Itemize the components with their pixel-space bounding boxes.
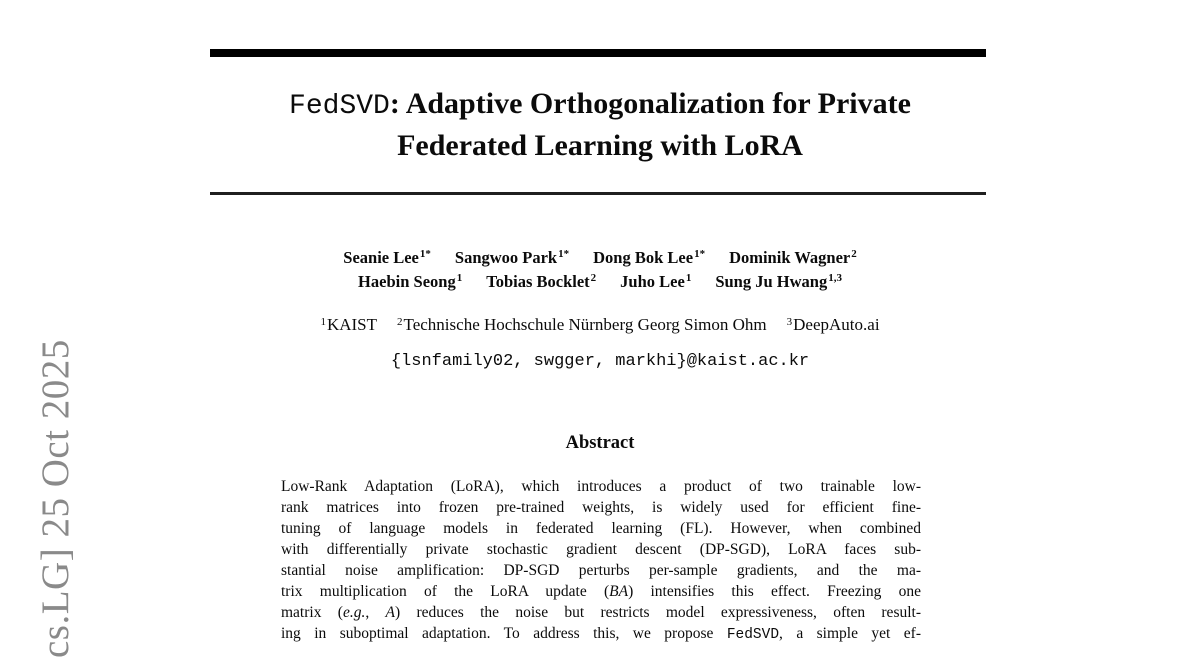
abstract-line (281, 560, 921, 581)
author (593, 248, 705, 267)
abstract-text-segment: e.g. (342, 604, 366, 621)
author (729, 248, 857, 267)
abstract-text-segment: , a simple yet ef- (779, 625, 921, 642)
abstract-text-segment: matrix ( (281, 604, 343, 621)
abstract-text-segment: A (385, 604, 395, 621)
author-row-1 (0, 247, 1200, 271)
paper-title-line1-rest: : Adaptive Orthogonalization for Private (389, 87, 911, 120)
abstract-text-segment: BA (609, 583, 629, 600)
author-name: Sangwoo Park (454, 248, 558, 267)
abstract-text-segment: ) intensifies this effect. Freezing one (628, 583, 921, 600)
author (715, 272, 842, 291)
author-affiliation-sup: 2 (590, 272, 597, 284)
abstract-text-segment: trix multiplication of the LoRA update ( (281, 583, 610, 600)
abstract-heading: Abstract (565, 433, 635, 453)
abstract-line (281, 497, 921, 518)
paper-title-mono-part: FedSVD (289, 91, 390, 122)
top-rule (210, 49, 986, 57)
abstract-text-segment: Low-Rank Adaptation (LoRA), which introduces a product of two trainable low- (281, 478, 921, 495)
affiliation-list (0, 314, 1200, 338)
affiliation-sup: 1 (320, 316, 326, 328)
abstract-body (281, 476, 921, 644)
abstract-line (281, 539, 921, 560)
affiliation (397, 315, 767, 334)
author-name: Juho Lee (620, 272, 685, 291)
author-affiliation-sup: 1 (685, 272, 692, 284)
author (343, 248, 431, 267)
author-affiliation-sup: 1* (558, 248, 570, 260)
abstract-text-segment: rank matrices into frozen pre-trained weights, is widely used for efficient fine- (281, 499, 921, 516)
affiliation-name: Technische Hochschule Nürnberg Georg Simon Ohm (403, 315, 767, 334)
author-name: Tobias Bocklet (486, 272, 590, 291)
abstract-text-segment: FedSVD (726, 627, 780, 643)
author-affiliation-sup: 1 (456, 272, 463, 284)
abstract-line (281, 623, 921, 644)
affiliation (320, 315, 377, 334)
abstract-text-segment: tuning of language models in federated learning (FL). However, when combined (281, 520, 921, 537)
abstract-line (281, 581, 921, 602)
author (620, 272, 691, 291)
author-row-2 (0, 271, 1200, 295)
abstract-text-segment: ) reduces the noise but restricts model expressiveness, often result- (394, 604, 921, 621)
abstract-text-segment: with differentially private stochastic gradient descent (DP-SGD), LoRA faces sub- (281, 541, 921, 558)
affiliation (787, 315, 880, 334)
arxiv-stamp: cs.LG] 25 Oct 2025 (34, 339, 77, 658)
author (455, 248, 569, 267)
paper-title (0, 84, 1200, 165)
abstract-line (281, 602, 921, 623)
author-affiliation-sup: 1* (694, 248, 706, 260)
abstract-text-segment: ing in suboptimal adaptation. To address this, we propose (281, 625, 727, 642)
title-rule (210, 192, 986, 195)
paper-title-line2: Federated Learning with LoRA (397, 129, 803, 162)
abstract-line (281, 518, 921, 539)
abstract-text-segment: stantial noise amplification: DP-SGD perturbs per-sample gradients, and the ma- (281, 562, 921, 579)
author-name: Seanie Lee (343, 248, 419, 267)
paper-title-line1 (289, 87, 911, 120)
affiliation-sup: 2 (397, 316, 403, 328)
contact-email: {lsnfamily02, swgger, markhi}@kaist.ac.kr (390, 352, 810, 371)
affiliation-name: DeepAuto.ai (793, 315, 880, 334)
author-affiliation-sup: 2 (851, 248, 857, 260)
abstract-text-segment: , (365, 604, 386, 621)
author-affiliation-sup: 1,3 (828, 272, 842, 284)
author-name: Haebin Seong (358, 272, 456, 291)
author (358, 272, 462, 291)
author-list (0, 247, 1200, 295)
author-name: Dominik Wagner (729, 248, 851, 267)
abstract-line (281, 476, 921, 497)
affiliation-sup: 3 (786, 316, 793, 328)
author-affiliation-sup: 1* (419, 248, 431, 260)
affiliation-name: KAIST (326, 315, 378, 334)
author (486, 272, 596, 291)
author-name: Sung Ju Hwang (715, 272, 828, 291)
author-name: Dong Bok Lee (593, 248, 694, 267)
